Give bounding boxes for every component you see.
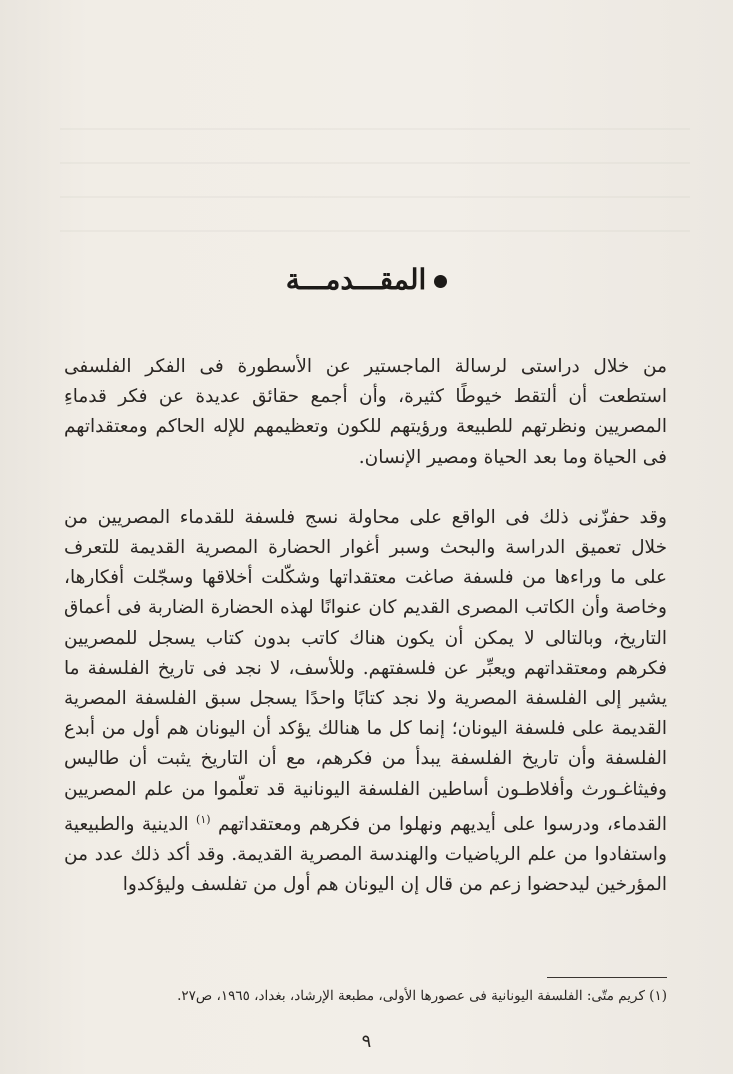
paragraph-1 [64, 352, 667, 473]
bleed-through-line [60, 196, 690, 198]
heading-text: المقـــدمـــة [285, 263, 427, 296]
footnote-reference: (١) [196, 812, 211, 826]
heading-bullet-icon [434, 275, 447, 288]
body-text [64, 352, 667, 901]
chapter-heading [0, 262, 733, 298]
paragraph-2 [64, 503, 667, 901]
footnote-divider [547, 977, 667, 978]
bleed-through-line [60, 162, 690, 164]
paragraph-1-text: من خلال دراستى لرسالة الماجستير عن الأسطورة فى الفكر الفلسفى استطعت أن ألتقط خيوطًا كثيرة، وأن أجمع حقائق عديدة عن فكر قدماءِ المصريين ونظرتهم للطبيعة ورؤيتهم للكون وتعظيمهم للإله الحاكم ومعتقداتهم فى الحياة وما بعد الحياة ومصير الإنسان. [64, 356, 667, 468]
footnote: (١) كريم متّى: الفلسفة اليونانية فى عصورها الأولى، مطبعة الإرشاد، بغداد، ١٩٦٥، ص٢٧. [177, 988, 667, 1004]
paragraph-2-text: وقد حفزّنى ذلك فى الواقع على محاولة نسج فلسفة للقدماء المصريين من خلال تعميق الدراسة والبحث وسبر أغوار الحضارة المصرية القديمة للتعرف على ما وراءها من فلسفة صاغت معتقداتها وشكّلت أخلاقها وسجّلت أفكارها، وخاصة وأن الكاتب المصرى القديم كان عنوانًا لهذه الحضارة الضاربة فى أعماق التاريخ، وبالتالى لا يمكن أن يكون هناك كاتب بدون كتاب يسجل للمصريين فكرهم ومعتقداتهم ويعبِّر عن فلسفتهم. وللأسف، لا نجد فى تاريخ الفلسفة ما يشير إلى الفلسفة المصرية ولا نجد كتابًا واحدًا يسجل سبق الفلسفة المصرية القديمة على فلسفة اليونان؛ إنما كل ما هنالك يؤكد أن اليونان هم أول من أبدع الفلسفة وأن تاريخ الفلسفة يبدأ من فكرهم، مع أن التاريخ يثبت أن طاليس وفيثاغـورث وأفلاطـون أساطين الفلسفة اليونانية قد تعلّموا من علم المصريين القدماء، ودرسوا على أيديهم ونهلوا من فكرهم ومعتقداتهم [64, 506, 667, 835]
paragraph-2-continuation: الدينية والطبيعية واستفادوا من علم الرياضيات والهندسة المصرية القديمة. وقد أكد ذلك عدد من المؤرخين ليدحضوا زعم من قال إن اليونان هم أول من تفلسف وليؤكدوا [64, 814, 667, 896]
bleed-through-line [60, 128, 690, 130]
page-number: ٩ [361, 1031, 372, 1052]
bleed-through-line [60, 230, 690, 232]
